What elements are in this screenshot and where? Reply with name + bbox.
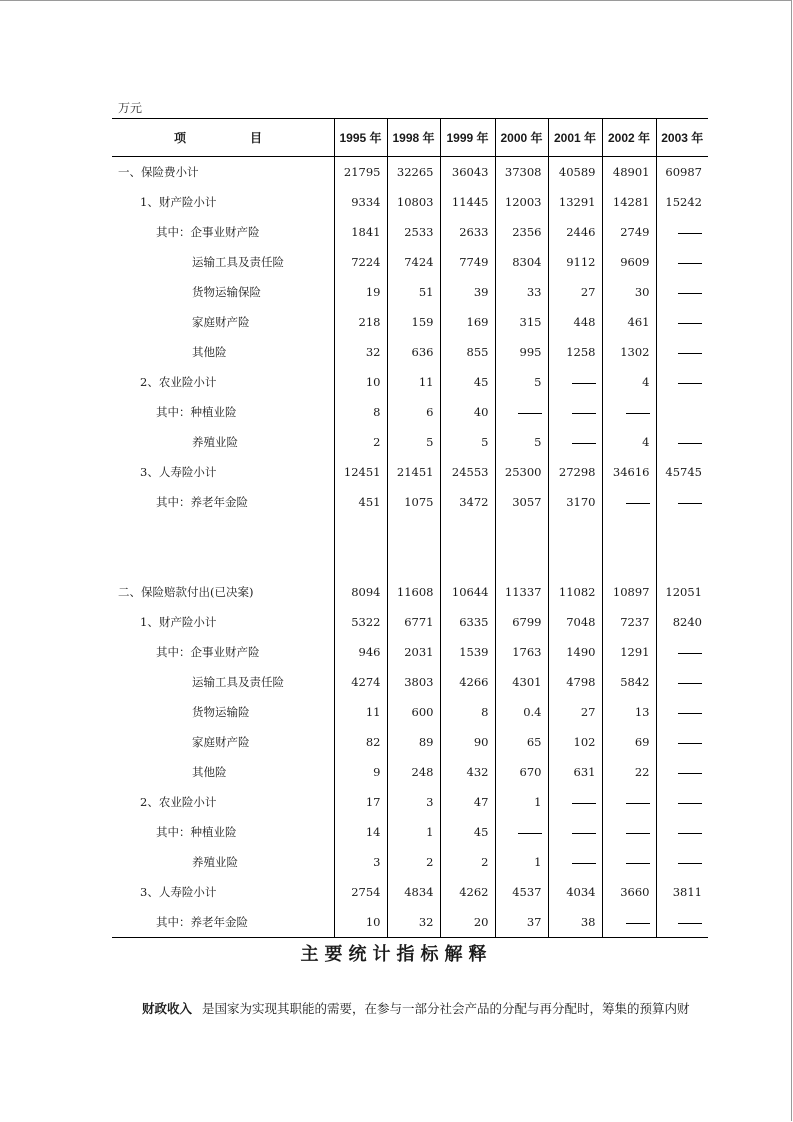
value-cell: 45 bbox=[440, 817, 495, 847]
value-cell: 4262 bbox=[440, 877, 495, 907]
dash-cell bbox=[656, 787, 708, 817]
value-cell: 2446 bbox=[548, 217, 602, 247]
dash-mark bbox=[678, 833, 702, 834]
row-label bbox=[112, 517, 334, 547]
table-row bbox=[112, 307, 708, 337]
value-cell: 15242 bbox=[656, 187, 708, 217]
dash-cell bbox=[602, 817, 656, 847]
year-header: 2003 年 bbox=[656, 119, 708, 157]
dash-cell bbox=[656, 337, 708, 367]
year-header: 1998 年 bbox=[387, 119, 440, 157]
value-cell bbox=[602, 517, 656, 547]
dash-cell bbox=[602, 787, 656, 817]
table-row bbox=[112, 547, 708, 577]
dash-cell bbox=[656, 697, 708, 727]
row-label: 养殖业险 bbox=[192, 855, 238, 869]
dash-mark bbox=[678, 503, 702, 504]
value-cell: 11082 bbox=[548, 577, 602, 607]
dash-mark bbox=[678, 263, 702, 264]
value-cell: 4266 bbox=[440, 667, 495, 697]
table-row bbox=[112, 517, 708, 547]
table-row bbox=[112, 367, 708, 397]
value-cell: 631 bbox=[548, 757, 602, 787]
value-cell: 1 bbox=[387, 817, 440, 847]
dash-cell bbox=[656, 217, 708, 247]
dash-cell bbox=[656, 847, 708, 877]
value-cell: 3660 bbox=[602, 877, 656, 907]
value-cell: 218 bbox=[334, 307, 387, 337]
table-row bbox=[112, 157, 708, 188]
value-cell: 82 bbox=[334, 727, 387, 757]
dash-mark bbox=[572, 383, 596, 384]
value-cell: 51 bbox=[387, 277, 440, 307]
value-cell: 10897 bbox=[602, 577, 656, 607]
value-cell: 21451 bbox=[387, 457, 440, 487]
value-cell: 7048 bbox=[548, 607, 602, 637]
dash-mark bbox=[626, 923, 650, 924]
value-cell: 40 bbox=[440, 397, 495, 427]
dash-mark bbox=[678, 713, 702, 714]
row-label: 1、财产险小计 bbox=[140, 615, 217, 629]
value-cell: 10803 bbox=[387, 187, 440, 217]
value-cell: 8094 bbox=[334, 577, 387, 607]
value-cell: 27298 bbox=[548, 457, 602, 487]
value-cell: 2754 bbox=[334, 877, 387, 907]
dash-mark bbox=[626, 803, 650, 804]
value-cell: 13 bbox=[602, 697, 656, 727]
dash-mark bbox=[626, 503, 650, 504]
value-cell: 17 bbox=[334, 787, 387, 817]
table-row bbox=[112, 847, 708, 877]
item-header: 项 目 bbox=[112, 119, 334, 157]
dash-mark bbox=[626, 833, 650, 834]
value-cell bbox=[440, 547, 495, 577]
value-cell: 1490 bbox=[548, 637, 602, 667]
dash-mark bbox=[678, 773, 702, 774]
value-cell: 3057 bbox=[495, 487, 548, 517]
value-cell: 7224 bbox=[334, 247, 387, 277]
dash-cell bbox=[602, 397, 656, 427]
value-cell: 636 bbox=[387, 337, 440, 367]
value-cell: 2 bbox=[440, 847, 495, 877]
value-cell: 3 bbox=[387, 787, 440, 817]
dash-mark bbox=[572, 443, 596, 444]
value-cell: 4798 bbox=[548, 667, 602, 697]
year-header: 2002 年 bbox=[602, 119, 656, 157]
value-cell: 34616 bbox=[602, 457, 656, 487]
value-cell: 32 bbox=[334, 337, 387, 367]
value-cell: 48901 bbox=[602, 157, 656, 188]
value-cell: 6 bbox=[387, 397, 440, 427]
row-label: 1、财产险小计 bbox=[140, 195, 217, 209]
dash-cell bbox=[656, 487, 708, 517]
value-cell: 855 bbox=[440, 337, 495, 367]
value-cell: 38 bbox=[548, 907, 602, 938]
value-cell: 36043 bbox=[440, 157, 495, 188]
value-cell: 90 bbox=[440, 727, 495, 757]
dash-cell bbox=[656, 817, 708, 847]
value-cell: 248 bbox=[387, 757, 440, 787]
value-cell: 12451 bbox=[334, 457, 387, 487]
dash-mark bbox=[678, 683, 702, 684]
value-cell bbox=[387, 547, 440, 577]
value-cell: 4 bbox=[602, 427, 656, 457]
table-row bbox=[112, 487, 708, 517]
value-cell: 39 bbox=[440, 277, 495, 307]
row-label: 2、农业险小计 bbox=[140, 375, 217, 389]
dash-mark bbox=[678, 323, 702, 324]
table-row bbox=[112, 247, 708, 277]
value-cell: 89 bbox=[387, 727, 440, 757]
value-cell: 14 bbox=[334, 817, 387, 847]
value-cell: 27 bbox=[548, 697, 602, 727]
value-cell: 4034 bbox=[548, 877, 602, 907]
value-cell: 60987 bbox=[656, 157, 708, 188]
value-cell: 3472 bbox=[440, 487, 495, 517]
row-label: 运输工具及责任险 bbox=[192, 675, 284, 689]
value-cell: 1763 bbox=[495, 637, 548, 667]
value-cell: 670 bbox=[495, 757, 548, 787]
table-row bbox=[112, 427, 708, 457]
dash-cell bbox=[495, 397, 548, 427]
dash-cell bbox=[656, 907, 708, 938]
value-cell bbox=[495, 547, 548, 577]
value-cell bbox=[548, 517, 602, 547]
table-row bbox=[112, 577, 708, 607]
dash-mark bbox=[678, 743, 702, 744]
row-label: 货物运输险 bbox=[192, 705, 250, 719]
value-cell bbox=[656, 517, 708, 547]
insurance-table bbox=[112, 118, 708, 938]
dash-mark bbox=[626, 863, 650, 864]
dash-mark bbox=[626, 413, 650, 414]
dash-cell bbox=[495, 817, 548, 847]
value-cell: 4301 bbox=[495, 667, 548, 697]
dash-cell bbox=[548, 367, 602, 397]
value-cell: 30 bbox=[602, 277, 656, 307]
dash-cell bbox=[656, 427, 708, 457]
row-label: 2、农业险小计 bbox=[140, 795, 217, 809]
table-row bbox=[112, 337, 708, 367]
dash-cell bbox=[548, 847, 602, 877]
value-cell: 8 bbox=[440, 697, 495, 727]
value-cell: 45745 bbox=[656, 457, 708, 487]
value-cell: 4834 bbox=[387, 877, 440, 907]
value-cell: 159 bbox=[387, 307, 440, 337]
value-cell: 1291 bbox=[602, 637, 656, 667]
row-label: 其中：养老年金险 bbox=[112, 907, 334, 938]
value-cell: 21795 bbox=[334, 157, 387, 188]
value-cell: 451 bbox=[334, 487, 387, 517]
value-cell: 6335 bbox=[440, 607, 495, 637]
dash-mark bbox=[572, 803, 596, 804]
value-cell: 32265 bbox=[387, 157, 440, 188]
value-cell: 19 bbox=[334, 277, 387, 307]
dash-mark bbox=[678, 653, 702, 654]
dash-mark bbox=[572, 833, 596, 834]
value-cell: 10 bbox=[334, 907, 387, 938]
row-label: 3、人寿险小计 bbox=[140, 885, 217, 899]
value-cell: 3803 bbox=[387, 667, 440, 697]
value-cell bbox=[334, 517, 387, 547]
value-cell: 45 bbox=[440, 367, 495, 397]
year-header: 1995 年 bbox=[334, 119, 387, 157]
row-label: 二、保险赔款付出(已决案) bbox=[118, 585, 254, 599]
value-cell: 11337 bbox=[495, 577, 548, 607]
table-row bbox=[112, 217, 708, 247]
value-cell: 4 bbox=[602, 367, 656, 397]
value-cell bbox=[440, 517, 495, 547]
value-cell: 12003 bbox=[495, 187, 548, 217]
value-cell: 7237 bbox=[602, 607, 656, 637]
value-cell bbox=[656, 547, 708, 577]
value-cell bbox=[387, 517, 440, 547]
unit-label: 万元 bbox=[118, 101, 143, 115]
dash-cell bbox=[548, 397, 602, 427]
value-cell: 7749 bbox=[440, 247, 495, 277]
year-header: 2000 年 bbox=[495, 119, 548, 157]
value-cell: 5322 bbox=[334, 607, 387, 637]
value-cell: 9 bbox=[334, 757, 387, 787]
dash-cell bbox=[656, 367, 708, 397]
value-cell: 3811 bbox=[656, 877, 708, 907]
value-cell: 11445 bbox=[440, 187, 495, 217]
value-cell: 432 bbox=[440, 757, 495, 787]
dash-cell bbox=[548, 817, 602, 847]
row-label: 货物运输保险 bbox=[192, 285, 261, 299]
value-cell: 24553 bbox=[440, 457, 495, 487]
value-cell bbox=[495, 517, 548, 547]
row-label: 运输工具及责任险 bbox=[192, 255, 284, 269]
dash-mark bbox=[518, 833, 542, 834]
row-label: 家庭财产险 bbox=[192, 315, 250, 329]
year-header: 2001 年 bbox=[548, 119, 602, 157]
table-row bbox=[112, 727, 708, 757]
dash-mark bbox=[678, 233, 702, 234]
value-cell: 47 bbox=[440, 787, 495, 817]
row-label: 其中：企事业财产险 bbox=[156, 225, 260, 239]
section-title: 主要统计指标解释 bbox=[300, 944, 493, 965]
value-cell: 2 bbox=[334, 427, 387, 457]
value-cell: 2533 bbox=[387, 217, 440, 247]
table-row bbox=[112, 877, 708, 907]
dash-cell bbox=[602, 487, 656, 517]
dash-cell bbox=[656, 667, 708, 697]
value-cell: 6771 bbox=[387, 607, 440, 637]
dash-cell bbox=[656, 277, 708, 307]
row-label: 其中：养老年金险 bbox=[156, 495, 248, 509]
row-label: 其他险 bbox=[192, 345, 227, 359]
definition-paragraph bbox=[142, 999, 690, 1017]
dash-mark bbox=[678, 863, 702, 864]
value-cell: 2 bbox=[387, 847, 440, 877]
dash-mark bbox=[678, 383, 702, 384]
value-cell: 1841 bbox=[334, 217, 387, 247]
value-cell: 448 bbox=[548, 307, 602, 337]
value-cell: 1075 bbox=[387, 487, 440, 517]
value-cell: 995 bbox=[495, 337, 548, 367]
dash-mark bbox=[678, 803, 702, 804]
table-row bbox=[112, 697, 708, 727]
dash-cell bbox=[602, 847, 656, 877]
value-cell: 2031 bbox=[387, 637, 440, 667]
value-cell bbox=[602, 547, 656, 577]
value-cell: 102 bbox=[548, 727, 602, 757]
header-row bbox=[112, 119, 708, 157]
value-cell: 12051 bbox=[656, 577, 708, 607]
row-label: 其中：种植业险 bbox=[156, 825, 237, 839]
value-cell: 8 bbox=[334, 397, 387, 427]
table-row bbox=[112, 277, 708, 307]
value-cell: 14281 bbox=[602, 187, 656, 217]
value-cell: 4274 bbox=[334, 667, 387, 697]
value-cell: 33 bbox=[495, 277, 548, 307]
dash-mark bbox=[572, 863, 596, 864]
dash-cell bbox=[656, 307, 708, 337]
table-row bbox=[112, 757, 708, 787]
table-row bbox=[112, 907, 708, 938]
row-label: 其他险 bbox=[192, 765, 227, 779]
row-label: 一、保险费小计 bbox=[118, 165, 199, 179]
value-cell: 10644 bbox=[440, 577, 495, 607]
value-cell: 5 bbox=[495, 367, 548, 397]
value-cell: 11608 bbox=[387, 577, 440, 607]
value-cell: 32 bbox=[387, 907, 440, 938]
value-cell: 7424 bbox=[387, 247, 440, 277]
dash-cell bbox=[656, 247, 708, 277]
dash-mark bbox=[678, 353, 702, 354]
value-cell: 6799 bbox=[495, 607, 548, 637]
value-cell: 9334 bbox=[334, 187, 387, 217]
year-header: 1999 年 bbox=[440, 119, 495, 157]
dash-mark bbox=[678, 923, 702, 924]
value-cell: 3170 bbox=[548, 487, 602, 517]
dash-mark bbox=[518, 413, 542, 414]
value-cell: 2749 bbox=[602, 217, 656, 247]
value-cell: 1302 bbox=[602, 337, 656, 367]
value-cell: 69 bbox=[602, 727, 656, 757]
definition-term: 财政收入 bbox=[142, 1001, 193, 1016]
value-cell: 5 bbox=[387, 427, 440, 457]
value-cell: 0.4 bbox=[495, 697, 548, 727]
value-cell: 11 bbox=[334, 697, 387, 727]
dash-mark bbox=[572, 413, 596, 414]
table-row bbox=[112, 787, 708, 817]
value-cell: 2633 bbox=[440, 217, 495, 247]
value-cell bbox=[548, 547, 602, 577]
value-cell: 5 bbox=[495, 427, 548, 457]
value-cell: 600 bbox=[387, 697, 440, 727]
value-cell: 1258 bbox=[548, 337, 602, 367]
value-cell: 25300 bbox=[495, 457, 548, 487]
value-cell: 1 bbox=[495, 787, 548, 817]
definition-text: 是国家为实现其职能的需要，在参与一部分社会产品的分配与再分配时，筹集的预算内财 bbox=[202, 1001, 690, 1016]
value-cell: 3 bbox=[334, 847, 387, 877]
dash-cell bbox=[548, 787, 602, 817]
value-cell: 40589 bbox=[548, 157, 602, 188]
row-label: 其中：种植业险 bbox=[156, 405, 237, 419]
table-row bbox=[112, 637, 708, 667]
dash-cell bbox=[656, 637, 708, 667]
row-label: 其中：企事业财产险 bbox=[156, 645, 260, 659]
table-row bbox=[112, 397, 708, 427]
value-cell: 20 bbox=[440, 907, 495, 938]
dash-cell bbox=[602, 907, 656, 938]
table-row bbox=[112, 187, 708, 217]
table-row bbox=[112, 457, 708, 487]
row-label bbox=[112, 547, 334, 577]
value-cell bbox=[656, 397, 708, 427]
row-label: 家庭财产险 bbox=[192, 735, 250, 749]
value-cell bbox=[334, 547, 387, 577]
value-cell: 22 bbox=[602, 757, 656, 787]
value-cell: 169 bbox=[440, 307, 495, 337]
dash-cell bbox=[656, 727, 708, 757]
dash-mark bbox=[678, 443, 702, 444]
value-cell: 65 bbox=[495, 727, 548, 757]
value-cell: 9609 bbox=[602, 247, 656, 277]
row-label: 养殖业险 bbox=[192, 435, 238, 449]
value-cell: 11 bbox=[387, 367, 440, 397]
table-row bbox=[112, 667, 708, 697]
value-cell: 10 bbox=[334, 367, 387, 397]
value-cell: 1539 bbox=[440, 637, 495, 667]
row-label: 3、人寿险小计 bbox=[140, 465, 217, 479]
dash-cell bbox=[548, 427, 602, 457]
value-cell: 37 bbox=[495, 907, 548, 938]
value-cell: 37308 bbox=[495, 157, 548, 188]
value-cell: 5 bbox=[440, 427, 495, 457]
table-row bbox=[112, 817, 708, 847]
dash-cell bbox=[656, 757, 708, 787]
value-cell: 4537 bbox=[495, 877, 548, 907]
value-cell: 1 bbox=[495, 847, 548, 877]
value-cell: 8304 bbox=[495, 247, 548, 277]
value-cell: 461 bbox=[602, 307, 656, 337]
value-cell: 13291 bbox=[548, 187, 602, 217]
value-cell: 8240 bbox=[656, 607, 708, 637]
table-row bbox=[112, 607, 708, 637]
value-cell: 946 bbox=[334, 637, 387, 667]
value-cell: 27 bbox=[548, 277, 602, 307]
value-cell: 315 bbox=[495, 307, 548, 337]
dash-mark bbox=[678, 293, 702, 294]
value-cell: 2356 bbox=[495, 217, 548, 247]
value-cell: 9112 bbox=[548, 247, 602, 277]
value-cell: 5842 bbox=[602, 667, 656, 697]
